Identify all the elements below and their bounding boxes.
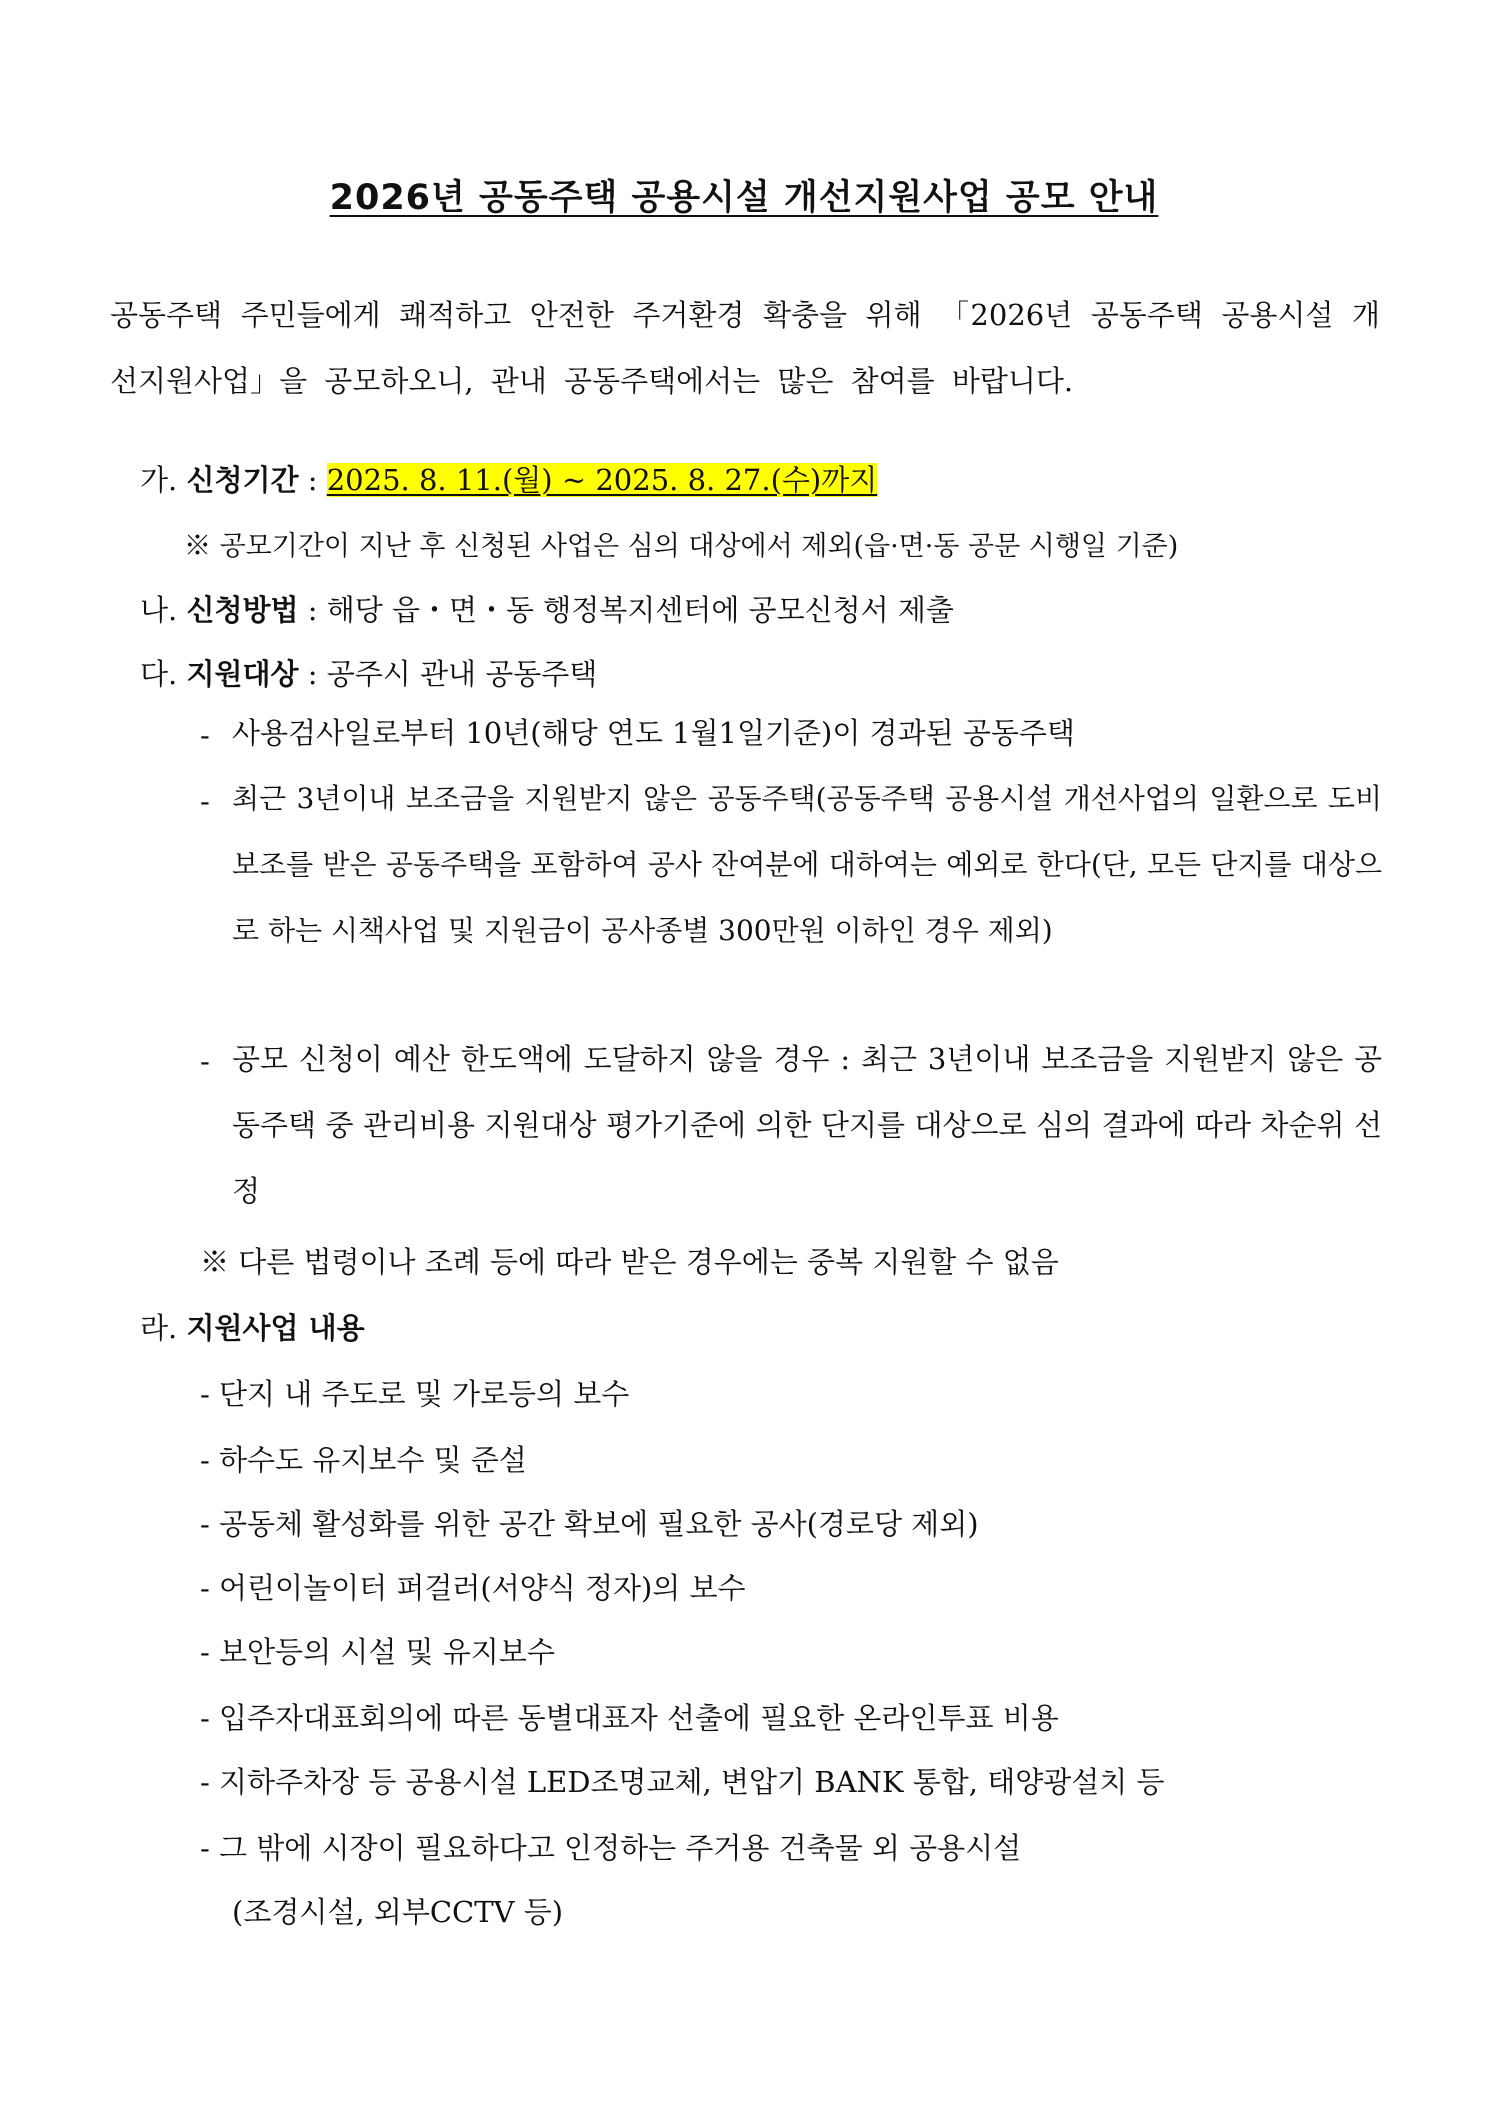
section-da xyxy=(140,652,597,693)
list-item: 최근 3년이내 보조금을 지원받지 않은 공동주택(공동주택 공용시설 개선사업의 일환으로 도비 보조를 받은 공동주택을 포함하여 공사 잔여분에 대하여는 예외로 한다(단, 모든 단지를 대상으로 하는 시책사업 및 지원금이 공사종별 300만원 이하인 경우 제외) xyxy=(232,782,1382,947)
separator: : xyxy=(298,593,327,627)
item-text: 입주자대표회의에 따른 동별대표자 선출에 필요한 온라인투표 비용 xyxy=(219,1701,1059,1735)
list-item xyxy=(200,1826,1021,1867)
list-item xyxy=(200,1630,555,1671)
list-item: 사용검사일로부터 10년(해당 연도 1월1일기준)이 경과된 공동주택 xyxy=(232,716,1075,750)
application-period: 2025. 8. 11.(월) ~ 2025. 8. 27.(수)까지 xyxy=(326,463,878,497)
support-target: 공주시 관내 공동주택 xyxy=(326,657,598,691)
section-marker: 나. xyxy=(140,593,178,627)
section-ga-note: ※ 공모기간이 지난 후 신청된 사업은 심의 대상에서 제외(읍·면·동 공문 시행일 기준) xyxy=(184,531,1179,562)
list-item-continuation: (조경시설, 외부CCTV 등) xyxy=(232,1895,564,1929)
item-text: 공동체 활성화를 위한 공간 확보에 필요한 공사(경로당 제외) xyxy=(219,1507,979,1541)
document-title: 2026년 공동주택 공용시설 개선지원사업 공모 안내 xyxy=(329,178,1159,218)
section-marker: 가. xyxy=(140,463,178,497)
section-marker: 라. xyxy=(140,1311,178,1345)
section-label: 지원사업 내용 xyxy=(186,1311,365,1345)
section-ga xyxy=(140,458,877,499)
list-item xyxy=(200,1696,1059,1737)
bullet-dash: - xyxy=(200,1701,210,1735)
section-label: 신청기간 xyxy=(186,463,299,497)
list-item xyxy=(200,1372,629,1413)
bullet-dash: - xyxy=(200,1765,210,1799)
list-item xyxy=(200,1566,746,1607)
section-ra xyxy=(140,1306,365,1347)
item-text: 보안등의 시설 및 유지보수 xyxy=(219,1635,555,1669)
list-item xyxy=(200,1760,1165,1801)
bullet-dash: - xyxy=(200,1831,210,1865)
bullet-dash: - xyxy=(200,1507,210,1541)
item-text: 하수도 유지보수 및 준설 xyxy=(219,1443,527,1477)
section-da-note: ※ 다른 법령이나 조례 등에 따라 받은 경우에는 중복 지원할 수 없음 xyxy=(200,1245,1059,1279)
item-text: 그 밖에 시장이 필요하다고 인정하는 주거용 건축물 외 공용시설 xyxy=(219,1831,1022,1865)
intro-paragraph: 공동주택 주민들에게 쾌적하고 안전한 주거환경 확충을 위해 「2026년 공동주택 공용시설 개선지원사업」을 공모하오니, 관내 공동주택에서는 많은 참여를 바랍니다. xyxy=(110,298,1380,398)
item-text: 지하주차장 등 공용시설 LED조명교체, 변압기 BANK 통합, 태양광설치 등 xyxy=(219,1765,1165,1799)
list-item: 공모 신청이 예산 한도액에 도달하지 않을 경우 : 최근 3년이내 보조금을 지원받지 않은 공동주택 중 관리비용 지원대상 평가기준에 의한 단지를 대상으로 심의 결과에 따라 차순위 선정 xyxy=(232,1042,1382,1208)
section-label: 지원대상 xyxy=(186,657,299,691)
bullet-dash: - xyxy=(200,1635,210,1669)
section-marker: 다. xyxy=(140,657,178,691)
bullet-dash: - xyxy=(200,1044,210,1078)
list-item xyxy=(200,1438,527,1479)
item-text: 단지 내 주도로 및 가로등의 보수 xyxy=(219,1377,630,1411)
section-label: 신청방법 xyxy=(186,593,299,627)
separator: : xyxy=(298,463,327,497)
list-item xyxy=(200,1502,979,1543)
bullet-dash: - xyxy=(200,718,210,752)
bullet-dash: - xyxy=(200,784,210,818)
item-text: 어린이놀이터 퍼걸러(서양식 정자)의 보수 xyxy=(219,1571,746,1605)
bullet-dash: - xyxy=(200,1571,210,1605)
application-method: 해당 읍・면・동 행정복지센터에 공모신청서 제출 xyxy=(326,593,954,627)
bullet-dash: - xyxy=(200,1377,210,1411)
section-na xyxy=(140,588,954,629)
separator: : xyxy=(298,657,327,691)
bullet-dash: - xyxy=(200,1443,210,1477)
